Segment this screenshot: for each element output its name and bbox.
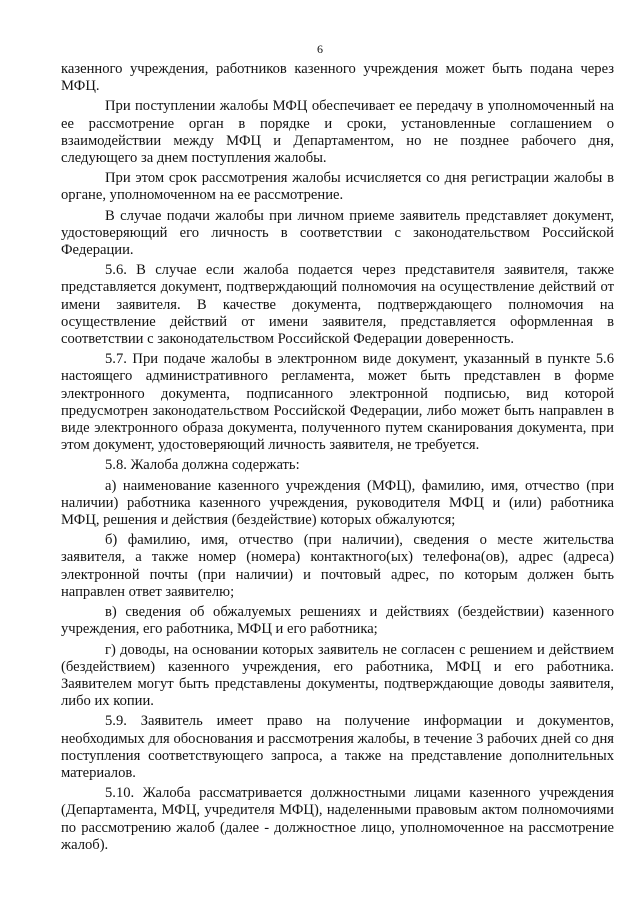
list-item-a: а) наименование казенного учреждения (МФЦ), фамилию, имя, отчество (при наличии) работника казенного учреждения, руководителя МФЦ и (или) работника МФЦ, решения и действия (бездействие) которых обжалуются; [61,477,614,529]
list-item-b: б) фамилию, имя, отчество (при наличии), сведения о месте жительства заявителя, а также номер (номера) контактного(ых) телефона(ов), адрес (адреса) электронной почты (при наличии) и почтовый адрес, по которым должен быть направлен ответ заявителю; [61,532,614,600]
paragraph-5-10: 5.10. Жалоба рассматривается должностными лицами казенного учреждения (Департамента, МФЦ, учредителя МФЦ), наделенными правовым актом полномочиями по рассмотрению жалоб (далее - должностное лицо, уполномоченное на рассмотрение жалоб). [61,785,614,853]
paragraph-5-8: 5.8. Жалоба должна содержать: [105,457,300,474]
paragraph-mfc-transfer: При поступлении жалобы МФЦ обеспечивает ее передачу в уполномоченный на ее рассмотрение орган в порядке и сроки, установленные соглашением о взаимодействии между МФЦ и Департаментом, но не позднее рабочего дня, следующего за днем поступления жалобы. [61,98,614,167]
paragraph-personal-reception: В случае подачи жалобы при личном приеме заявитель представляет документ, удостоверяющий его личность в соответствии с законодательством Российской Федерации. [61,207,614,259]
paragraph-5-7: 5.7. При подаче жалобы в электронном виде документ, указанный в пункте 5.6 настоящего административного регламента, может быть представлен в форме электронного документа, подписанного электронной подписью, вид которой предусмотрен законодательством Российской Федерации, либо может быть направлен в виде электронного образа документа, полученного путем сканирования документа, при этом документ, удостоверяющий личность заявителя, не требуется. [61,351,614,454]
paragraph-5-6: 5.6. В случае если жалоба подается через представителя заявителя, также представляется документ, подтверждающий полномочия на осуществление действий от имени заявителя. В качестве документа, подтверждающего полномочия на осуществление действий от имени заявителя, представляется оформленная в соответствии с законодательством Российской Федерации доверенность. [61,262,614,348]
list-item-g: г) доводы, на основании которых заявитель не согласен с решением и действием (бездействием) казенного учреждения, его работника, МФЦ и его работника. Заявителем могут быть представлены документы, подтверждающие доводы заявителя, либо их копии. [61,641,614,710]
document-body [61,61,614,854]
paragraph-5-9: 5.9. Заявитель имеет право на получение информации и документов, необходимых для обоснования и рассмотрения жалобы, в течение 3 рабочих дней со дня поступления соответствующего запроса, а также на представление дополнительных материалов. [61,713,614,781]
list-item-v: в) сведения об обжалуемых решениях и действиях (бездействии) казенного учреждения, его работника, МФЦ и его работника; [61,604,614,638]
page-number: 6 [317,42,323,56]
paragraph-continuation: казенного учреждения, работников казенного учреждения может быть подана через МФЦ. [61,61,614,95]
paragraph-review-term: При этом срок рассмотрения жалобы исчисляется со дня регистрации жалобы в органе, уполномоченном на ее рассмотрение. [61,170,614,204]
